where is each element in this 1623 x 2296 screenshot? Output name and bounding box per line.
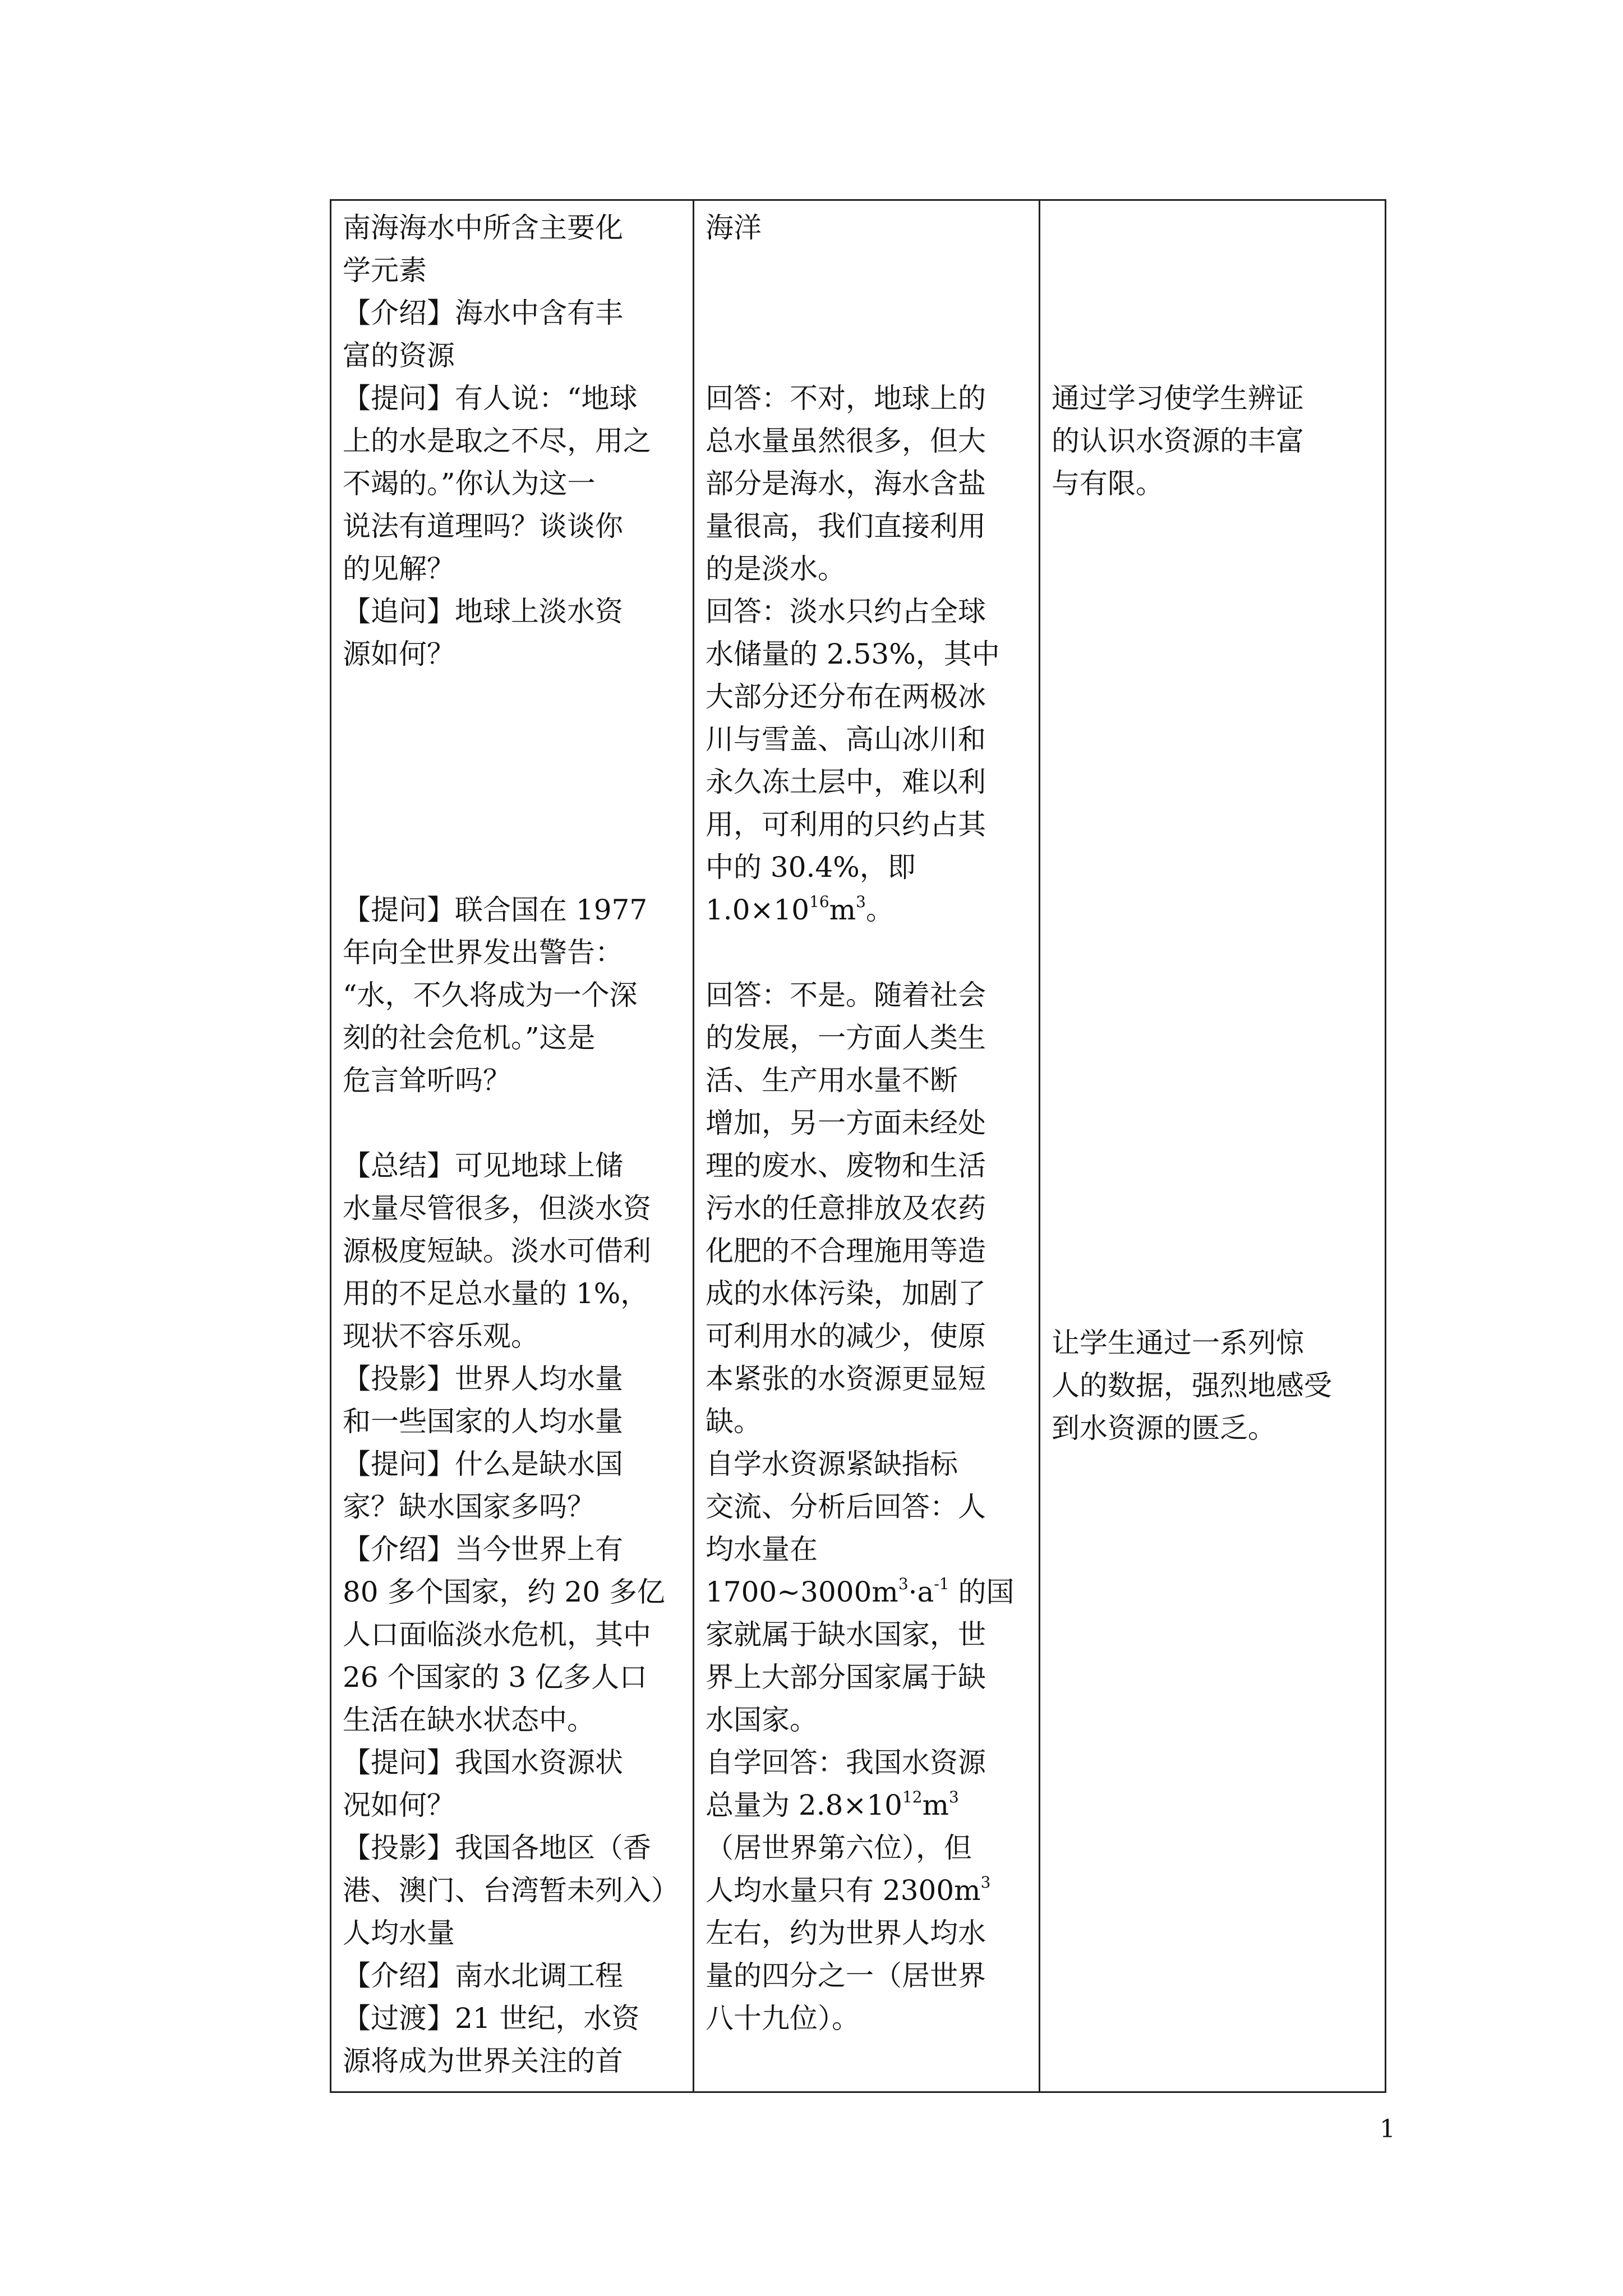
text-line: 化肥的不合理施用等造: [706, 1235, 986, 1267]
design-intent-cell: [1040, 200, 1386, 2092]
text-line: 人均水量: [343, 1917, 455, 1949]
text-line: 【总结】可见地球上储: [343, 1149, 623, 1182]
text-line: 部分是海水，海水含盐: [706, 467, 986, 500]
text-line: 【提问】什么是缺水国: [343, 1448, 623, 1480]
text-line: 缺。: [706, 1405, 762, 1438]
text-line: 的见解？: [343, 553, 455, 585]
text-line: 【投影】世界人均水量: [343, 1363, 623, 1395]
volume-period: 。: [865, 894, 894, 926]
lesson-plan-table: [330, 199, 1386, 2093]
text-line: 人的数据，强烈地感受: [1052, 1369, 1332, 1402]
text-line: 上的水是取之不尽，用之: [343, 425, 651, 457]
text-line: 污水的任意排放及农药: [706, 1192, 986, 1225]
teacher-activity-cell: [331, 200, 694, 2092]
student-activity-cell: [694, 200, 1040, 2092]
text-line: 【介绍】海水中含有丰: [343, 297, 623, 329]
volume-value: 1.0×10: [706, 894, 810, 926]
text-line: 左右，约为世界人均水: [706, 1917, 986, 1949]
total-unit-exponent: 3: [949, 1788, 959, 1806]
text-line: 界上大部分国家属于缺: [706, 1661, 986, 1694]
text-line: 家？缺水国家多吗？: [343, 1490, 595, 1523]
text-line: 的认识水资源的丰富: [1052, 425, 1304, 457]
text-line: 港、澳门、台湾暂未列入）: [343, 1874, 679, 1907]
formula-line: [706, 1784, 959, 1826]
formula-line: [706, 1869, 990, 1912]
text-line: 人口面临淡水危机，其中: [343, 1618, 651, 1651]
text-line: 交流、分析后回答：人: [706, 1490, 986, 1523]
text-line: 说法有道理吗？谈谈你: [343, 510, 623, 542]
total-exponent: 12: [902, 1788, 923, 1806]
text-line: 永久冻土层中，难以利: [706, 766, 986, 798]
total-value: 总量为 2.8×10: [706, 1789, 902, 1821]
text-line: 【追问】地球上淡水资: [343, 595, 623, 628]
text-line: 回答：不对，地球上的: [706, 382, 986, 415]
per-capita-value: 人均水量只有 2300m: [706, 1874, 981, 1907]
text-line: 大部分还分布在两极冰: [706, 680, 986, 713]
text-line: 中的 30.4%，即: [706, 851, 916, 884]
text-line: 【提问】我国水资源状: [343, 1746, 623, 1779]
text-line: 【提问】联合国在 1977: [343, 894, 648, 926]
text-line: 80 多个国家，约 20 多亿: [343, 1576, 665, 1608]
text-line: 不竭的。”你认为这一: [343, 467, 596, 500]
text-line: （居世界第六位），但: [706, 1832, 972, 1864]
text-line: 的发展，一方面人类生: [706, 1022, 986, 1054]
text-line: 生活在缺水状态中。: [343, 1704, 595, 1736]
text-line: 【提问】有人说：“地球: [343, 382, 638, 415]
text-line: 均水量在: [706, 1533, 818, 1566]
text-line: 家就属于缺水国家，世: [706, 1618, 986, 1651]
text-line: 成的水体污染，加剧了: [706, 1277, 986, 1310]
text-line: 可利用水的减少，使原: [706, 1320, 986, 1352]
text-line: 源极度短缺。淡水可借利: [343, 1235, 651, 1267]
index-range: 1700~3000m: [706, 1576, 898, 1608]
index-exponent: -1: [934, 1575, 949, 1593]
text-line: 本紧张的水资源更显短: [706, 1363, 986, 1395]
index-per-year: ·a: [908, 1576, 934, 1608]
page-number: 1: [1380, 2115, 1395, 2143]
per-capita-exponent: 3: [980, 1873, 991, 1892]
text-line: 水国家。: [706, 1704, 818, 1736]
text-line: 自学回答：我国水资源: [706, 1746, 986, 1779]
text-line: 总水量虽然很多，但大: [706, 425, 986, 457]
text-line: 26 个国家的 3 亿多人口: [343, 1661, 648, 1694]
text-line: 源如何？: [343, 638, 455, 670]
volume-unit-exponent: 3: [856, 892, 866, 911]
table-row: [331, 200, 1386, 2092]
text-line: 海洋: [706, 211, 762, 244]
text-line: 【介绍】南水北调工程: [343, 1959, 623, 1992]
text-line: 理的废水、废物和生活: [706, 1149, 986, 1182]
text-line: 和一些国家的人均水量: [343, 1405, 623, 1438]
text-line: 用，可利用的只约占其: [706, 808, 986, 841]
total-unit: m: [922, 1789, 949, 1821]
text-line: 与有限。: [1052, 467, 1164, 500]
text-line: 【介绍】当今世界上有: [343, 1533, 623, 1566]
text-line: 水储量的 2.53%，其中: [706, 638, 1000, 670]
text-line: 量的四分之一（居世界: [706, 1959, 986, 1992]
text-line: 源将成为世界关注的首: [343, 2045, 623, 2077]
text-line: 到水资源的匮乏。: [1052, 1412, 1276, 1444]
text-line: 自学水资源紧缺指标: [706, 1448, 958, 1480]
text-line: 让学生通过一系列惊: [1052, 1327, 1304, 1359]
text-line: 【过渡】21 世纪，水资: [343, 2002, 640, 2035]
formula-line: [706, 889, 894, 931]
text-line: 富的资源: [343, 339, 455, 372]
index-tail: 的国: [949, 1576, 1015, 1608]
text-line: 学元素: [343, 254, 427, 287]
text-line: 南海海水中所含主要化: [343, 211, 623, 244]
text-line: 【投影】我国各地区（香: [343, 1832, 651, 1864]
text-line: 的是淡水。: [706, 553, 846, 585]
text-line: 增加，另一方面未经处: [706, 1107, 986, 1139]
text-line: “水，不久将成为一个深: [343, 979, 638, 1011]
text-line: 用的不足总水量的 1%，: [343, 1277, 649, 1310]
text-line: 回答：不是。随着社会: [706, 979, 986, 1011]
text-line: 川与雪盖、高山冰川和: [706, 723, 986, 756]
text-line: 量很高，我们直接利用: [706, 510, 986, 542]
volume-exponent: 16: [809, 892, 829, 911]
text-line: 刻的社会危机。”这是: [343, 1022, 596, 1054]
text-line: 水量尽管很多，但淡水资: [343, 1192, 651, 1225]
formula-line: [706, 1571, 1015, 1613]
volume-unit: m: [829, 894, 856, 926]
index-unit-exponent: 3: [898, 1575, 909, 1593]
text-line: 八十九位）。: [706, 2002, 860, 2035]
text-line: 现状不容乐观。: [343, 1320, 539, 1352]
text-line: 回答：淡水只约占全球: [706, 595, 986, 628]
text-line: 危言耸听吗？: [343, 1064, 511, 1097]
text-line: 活、生产用水量不断: [706, 1064, 958, 1097]
text-line: 通过学习使学生辨证: [1052, 382, 1304, 415]
text-line: 年向全世界发出警告：: [343, 936, 623, 969]
text-line: 况如何？: [343, 1789, 455, 1821]
